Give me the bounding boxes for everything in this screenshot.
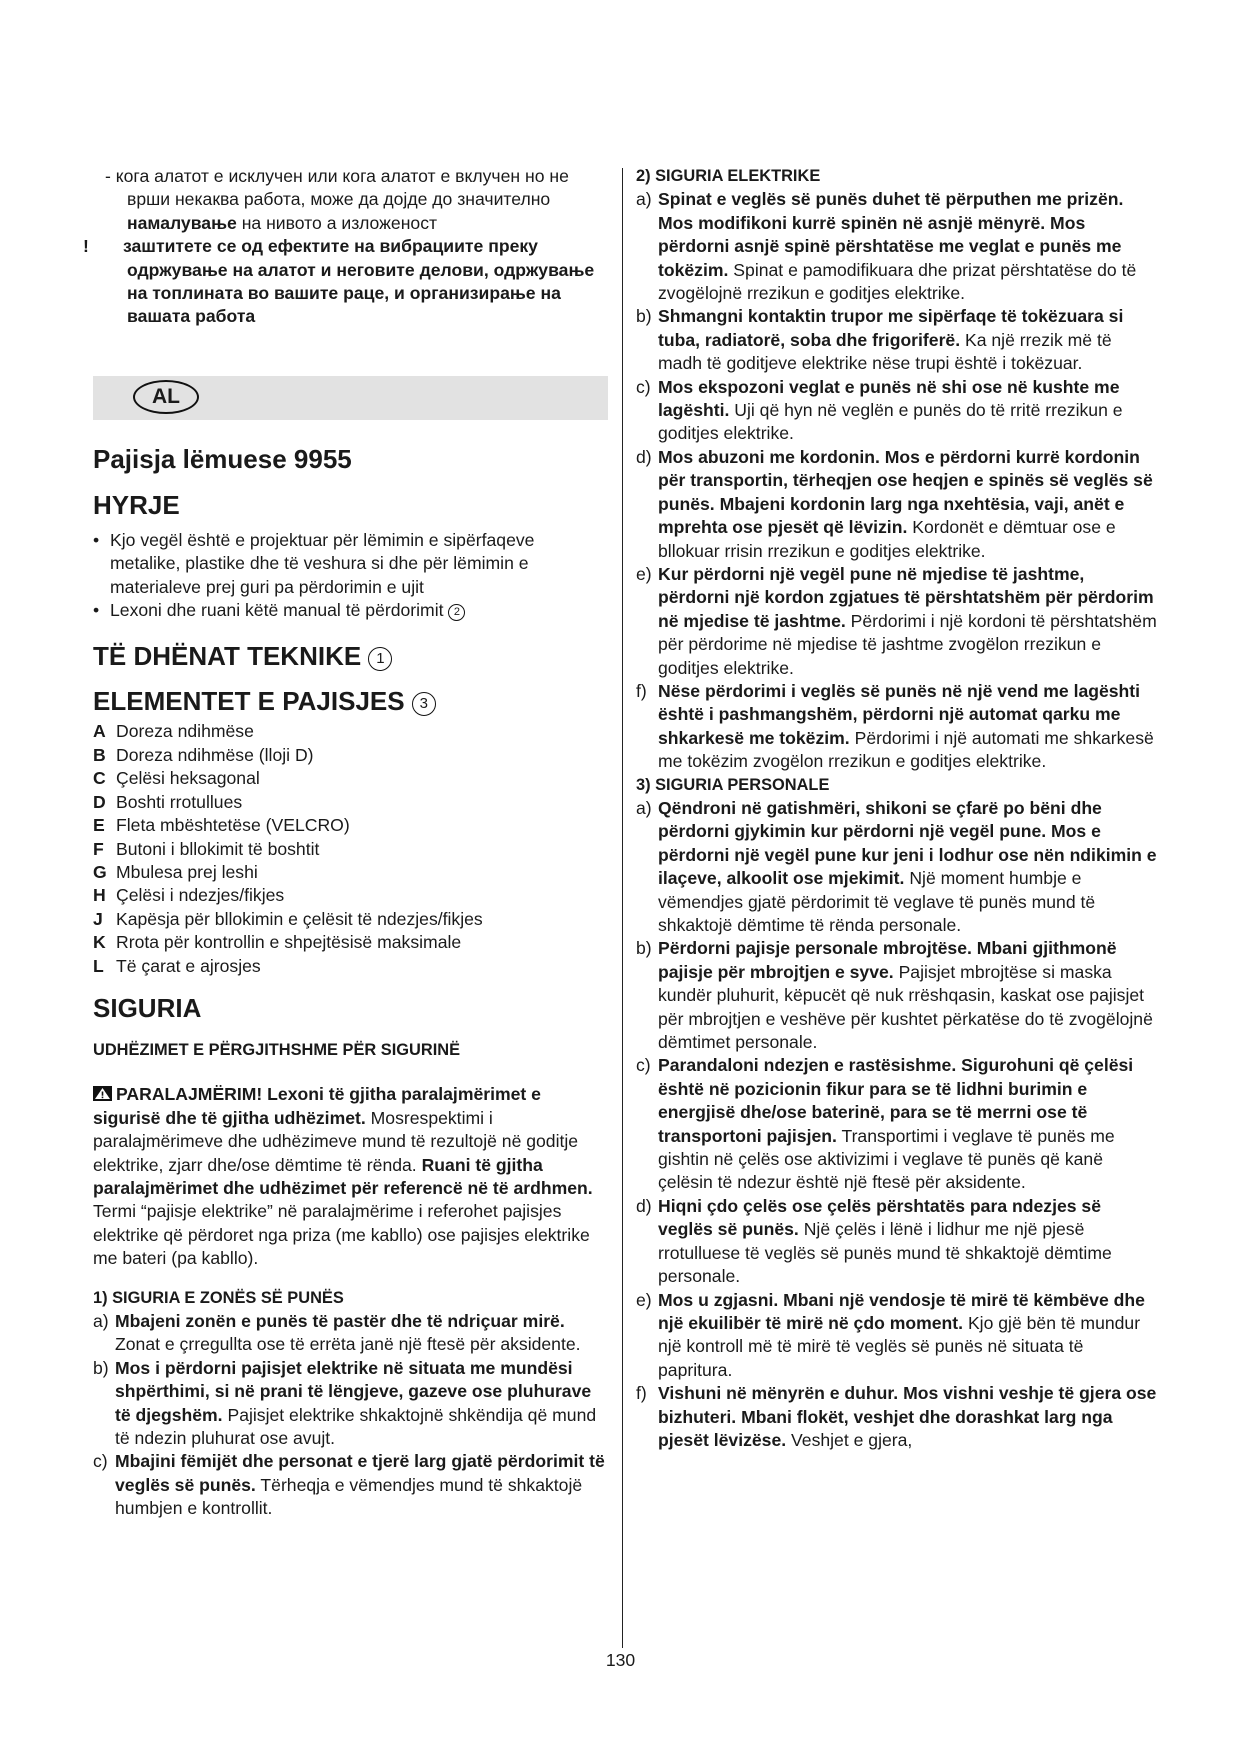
section-2-list — [636, 188, 1158, 773]
safety-item-bold: Hiqni çdo çelës ose çelës përshtatës para ndezjes së veglës së punës. — [658, 1195, 1101, 1240]
right-column — [636, 165, 1158, 1452]
safety-item-text: Spinat e pamodifikuara dhe prizat përshtatëse do të zvogëlojnë rrezikun e goditjes elektrike. — [658, 259, 1137, 304]
element-letter: H — [93, 885, 106, 906]
element-item — [93, 838, 608, 861]
heading-teknike: TË DHËNAT TEKNIKE 1 — [93, 640, 608, 673]
safety-item-bold: Nëse përdorimi i veglës së punës në një vend me lagështi është i pashmangshëm, përdorni një automat qarku me shkarkesë me tokëzim. — [658, 680, 1141, 748]
safety-item-label: d) — [636, 1195, 652, 1216]
heading-elementet: ELEMENTET E PAJISJES 3 — [93, 685, 608, 718]
element-text: Boshti rrotullues — [116, 791, 243, 812]
safety-item-text: Përdorimi i një kordoni të përshtatshëm për përdorime në mjedise të jashtme zvogëlon rrezikun e goditjes elektrike. — [658, 610, 1157, 678]
safety-item — [636, 1382, 1158, 1452]
element-letter: G — [93, 861, 107, 882]
safety-item-bold: Kur përdorni një vegël pune në mjedise të jashtme, përdorni një kordon zgjatues të përshtatshëm për përdorim në mjedise të jashtme. — [658, 563, 1154, 631]
safety-item-bold: Përdorni pajisje personale mbrojtëse. Mbani gjithmonë pajisje për mbrojtjen e syve. — [658, 938, 1117, 982]
safety-item — [636, 680, 1158, 774]
element-item — [93, 861, 608, 884]
heading-hyrje: HYRJE — [93, 489, 180, 520]
page-number: 130 — [605, 1650, 636, 1670]
safety-item-text: Tërheqja e vëmendjes mund të shkaktojë humbjen e kontrollit. — [115, 1474, 583, 1519]
warning-paragraph: PARALAJMËRIM! Lexoni të gjitha paralajmërimet e sigurisë dhe të gjitha udhëzimet. Mosrespektimi i paralajmërimeve dhe udhëzimeve mund të rezultojë në goditje elektrike, zjarr dhe/ose dëmtime të rënda. Ruani të gjitha paralajmërimet dhe udhëzimet për referencë në të ardhmen. Termi “pajisje elektrike” në paralajmërime i referohet pajisjes elektrike që përdoret nga priza (me kabllo) ose pajisjes elektrike me bateri (pa kabllo). — [93, 1084, 593, 1269]
safety-item-bold: Mos abuzoni me kordonin. Mos e përdorni kurrë kordonin për transportin, tërheqjen ose heqjen e spinës së veglës së punës. Mbajeni kordonin larg nga nxehtësia, vaji, anët e mprehta ose pjesët që lëvizin. — [658, 446, 1153, 538]
safety-item-text: Zonat e çrregullta ose të errëta janë një ftesë për aksidente. — [115, 1334, 581, 1355]
element-letter: F — [93, 838, 104, 859]
element-letter: J — [93, 908, 103, 929]
safety-item-bold: Mbajeni zonën e punës të pastër dhe të ndriçuar mirë. — [115, 1311, 565, 1331]
safety-item-label: e) — [636, 1289, 652, 1310]
safety-item-label: a) — [636, 797, 652, 818]
column-divider — [622, 168, 623, 1648]
element-text: Rrota për kontrollin e shpejtësisë maksimale — [116, 932, 462, 953]
mk-list-item-1: - кога алатот е исклучен или кога алатот е вклучен но не врши некаква работа, може да дојде до значително намалување на нивото а изложеност — [105, 166, 569, 233]
safety-item-label: c) — [636, 1055, 651, 1076]
element-item — [93, 744, 608, 767]
element-text: Doreza ndihmëse (lloji D) — [116, 744, 314, 765]
element-text: Çelësi heksagonal — [116, 768, 260, 789]
heading-siguria: SIGURIA — [93, 992, 202, 1023]
figure-ref-3: 3 — [412, 692, 436, 716]
safety-item — [636, 1054, 1158, 1194]
safety-item — [93, 1357, 608, 1451]
safety-item-bold: Mos u zgjasni. Mbani një vendosje të mirë të këmbëve dhe një ekuilibër të mirë në çdo moment. — [658, 1289, 1145, 1333]
product-title: Pajisja lëmuese 9955 — [93, 443, 352, 474]
element-text: Çelësi i ndezjes/fikjes — [116, 885, 285, 906]
safety-item-bold: Parandaloni ndezjen e rastësishme. Sigurohuni që çelësi është në pozicionin fikur para se të lidhni burimin e energjisë dhe/ose baterinë, para se të merrni ose të transportoni pajisjen. — [658, 1055, 1134, 1146]
element-item — [93, 931, 608, 954]
hyrje-bullet-1: • Kjo vegël është e projektuar për lëmimin e sipërfaqeve metalike, plastike dhe të veshura si dhe për lëmimin e materialeve prej guri pa përdorimin e ujit — [93, 529, 535, 597]
element-letter: A — [93, 721, 106, 742]
element-text: Butoni i bllokimit të boshtit — [116, 838, 320, 859]
safety-item-text: Pajisjet elektrike shkaktojnë shkëndija që mund të ndezin pluhurat ose avujt. — [115, 1404, 597, 1449]
safety-item-label: d) — [636, 446, 652, 467]
element-item — [93, 791, 608, 814]
safety-item — [636, 563, 1158, 680]
safety-general-heading: UDHËZIMET E PËRGJITHSHME PËR SIGURINË — [93, 1040, 461, 1059]
safety-item-bold: Shmangni kontaktin trupor me sipërfaqe të tokëzuara si tuba, radiatorë, soba dhe frigoriferë. — [658, 306, 1124, 350]
safety-item-text: Kjo gjë bën të mundur një kontroll më të mirë të veglës së punës në situata të papritura. — [658, 1312, 1141, 1380]
safety-item — [636, 376, 1158, 446]
element-item — [93, 955, 608, 978]
safety-item-text: Transportimi i veglave të punës me gishtin në çelës ose aktivizimi i veglave të punës që kanë çelësin të ndezur është një ftesë për aksidente. — [658, 1125, 1115, 1193]
warning-triangle-icon — [93, 1086, 112, 1101]
safety-item-label: f) — [636, 1383, 647, 1404]
element-letter: E — [93, 815, 105, 836]
element-text: Fleta mbështetëse (VELCRO) — [116, 815, 350, 836]
safety-item-label: c) — [93, 1451, 108, 1472]
section-1-list — [93, 1310, 608, 1521]
element-item — [93, 908, 608, 931]
element-item — [93, 814, 608, 837]
element-item — [93, 767, 608, 790]
element-text: Mbulesa prej leshi — [116, 861, 258, 882]
safety-item-bold: Mbajini fëmijët dhe personat e tjerë larg gjatë përdorimit të veglës së punës. — [115, 1451, 605, 1495]
safety-item-bold: Vishuni në mënyrën e duhur. Mos vishni veshje të gjera ose bizhuteri. Mbani flokët, veshjet dhe dorashkat larg nga pjesët lëvizëse. — [658, 1383, 1157, 1450]
left-column — [83, 165, 608, 1521]
safety-item-label: e) — [636, 563, 652, 584]
element-letter: L — [93, 955, 104, 976]
safety-item-text: Ka një rrezik më të madh të goditjeve elektrike nëse trupi është i tokëzuar. — [658, 329, 1112, 374]
safety-item — [636, 1195, 1158, 1289]
safety-item — [636, 797, 1158, 937]
safety-item — [636, 305, 1158, 375]
safety-item — [93, 1450, 608, 1520]
safety-item-label: a) — [636, 189, 652, 210]
section-1-heading: 1) SIGURIA E ZONËS SË PUNËS — [93, 1288, 344, 1307]
element-text: Doreza ndihmëse — [116, 721, 254, 742]
safety-item-label: a) — [93, 1311, 109, 1331]
safety-item-text: Një çelës i lënë i lidhur me një pjesë rrotulluese të veglës së punës mund të shkaktojë dëmtime personale. — [658, 1219, 1112, 1287]
mk-list-item-2: ! заштитете се од ефектите на вибрациите преку одржување на алатот и неговите делови, одржување на топлината во вашите раце, и организирање на вашата работа — [83, 236, 595, 327]
safety-item-bold: Mos i përdorni pajisjet elektrike në situata me mundësi shpërthimi, si në prani të lëngjeve, gazeve ose pluhurave të djegshëm. — [115, 1357, 592, 1425]
safety-item-label: c) — [636, 376, 651, 397]
safety-item-text: Kordonët e dëmtuar ose e bllokuar rrisin rrezikun e goditjes elektrike. — [658, 517, 1116, 561]
safety-item-text: Përdorimi i një automati me shkarkesë me tokëzim zvogëlon rrezikun e goditjes elektrike. — [658, 727, 1154, 772]
safety-item — [636, 188, 1158, 305]
safety-item — [636, 1289, 1158, 1383]
safety-item-bold: Spinat e veglës së punës duhet të përputhen me prizën. Mos modifikoni kurrë spinën në asnjë mënyrë. Mos përdorni asnjë spinë përshtatëse me veglat e punës me tokëzim. — [658, 189, 1124, 280]
element-item — [93, 884, 608, 907]
elements-list — [93, 720, 608, 977]
language-bar — [93, 376, 608, 420]
safety-item — [636, 446, 1158, 563]
safety-item-label: b) — [636, 938, 652, 959]
safety-item-bold: Mos ekspozoni veglat e punës në shi ose në kushte me lagështi. — [658, 376, 1120, 421]
figure-ref-2: 2 — [448, 604, 465, 621]
element-letter: K — [93, 932, 106, 953]
safety-item — [636, 937, 1158, 1054]
section-3-list — [636, 797, 1158, 1452]
safety-item-label: b) — [93, 1357, 109, 1378]
element-text: Kapësja për bllokimin e çelësit të ndezjes/fikjes — [116, 908, 483, 929]
safety-item-bold: Qëndroni në gatishmëri, shikoni se çfarë po bëni dhe përdorni gjykimin kur përdorni një vegël pune. Mos e përdorni një vegël pune kur jeni i lodhur ose nën ndikimin e ilaçeve, alkoolit ose mjekimit. — [658, 797, 1157, 889]
figure-ref-1: 1 — [368, 647, 392, 671]
section-3-heading: 3) SIGURIA PERSONALE — [636, 775, 830, 794]
safety-item-text: Pajisjet mbrojtëse si maska kundër pluhurit, këpucët që nuk rrëshqasin, kaskat ose pajisjet për mbrojtjen e veshëve për kushtet përkatëse do të zvogëlojnë dëmtimet personale. — [658, 961, 1153, 1053]
safety-item-text: Veshjet e gjera, — [791, 1429, 913, 1450]
safety-item-text: Uji që hyn në veglën e punës do të rritë rrezikun e goditjes elektrike. — [658, 400, 1123, 444]
element-letter: D — [93, 791, 106, 812]
safety-item-text: Një moment humbje e vëmendjes gjatë përdorimit të veglave të punës mund të shkaktojë dëmtime të rënda personale. — [658, 868, 1096, 935]
element-text: Të çarat e ajrosjes — [116, 955, 261, 976]
language-badge: AL — [133, 380, 199, 414]
element-letter: B — [93, 744, 106, 765]
safety-item — [93, 1310, 608, 1357]
element-letter: C — [93, 768, 106, 789]
safety-item-label: b) — [636, 306, 652, 327]
section-2-heading: 2) SIGURIA ELEKTRIKE — [636, 167, 821, 185]
safety-item-label: f) — [636, 680, 647, 701]
element-item — [93, 720, 608, 743]
hyrje-bullet-2: • Lexoni dhe ruani këtë manual të përdorimit 2 — [93, 599, 608, 622]
